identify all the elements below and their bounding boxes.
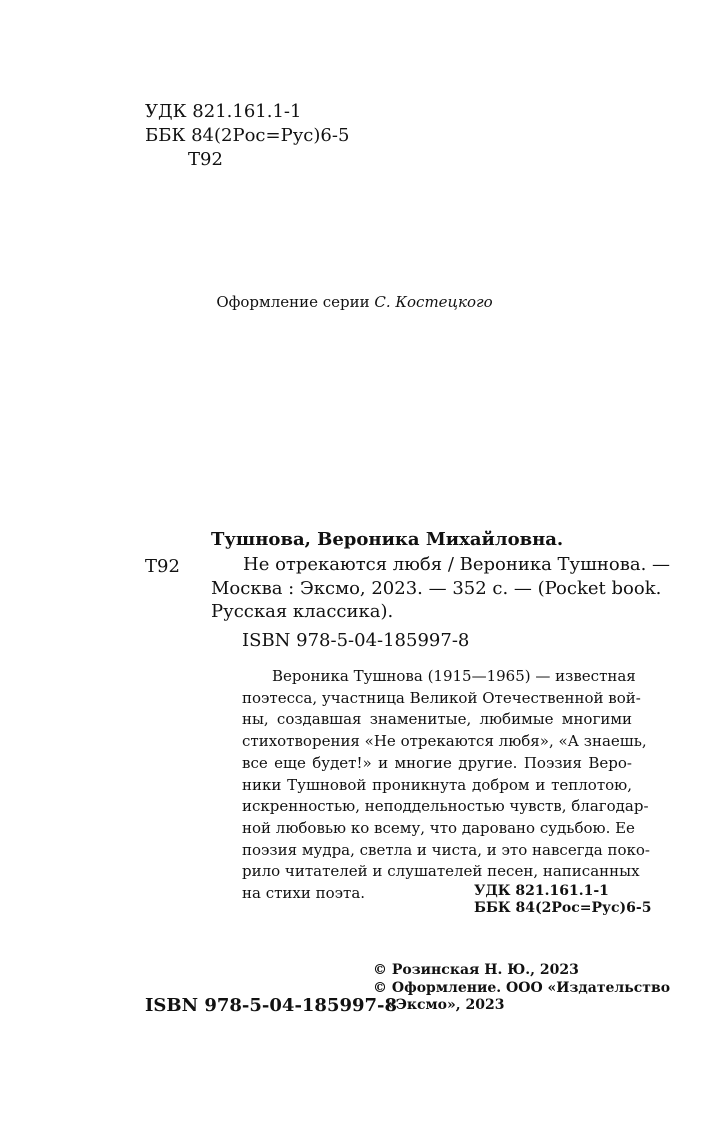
series-design-prefix: Оформление серии	[216, 293, 375, 311]
catalog-author: Тушнова, Вероника Михайловна.	[211, 529, 564, 550]
annotation-line: поэзия мудра, светла и чиста, и это навсегда поко-	[242, 840, 651, 859]
catalog-isbn: ISBN 978-5-04-185997-8	[242, 630, 470, 651]
annotation-text	[242, 666, 651, 905]
bbk-code: ББК 84(2Рос=Рус)6-5	[145, 125, 350, 146]
title-line: Русская классика).	[211, 601, 394, 622]
annotation-line: искренностью, неподдельностью чувств, благодар-	[242, 797, 649, 816]
annotation-line: рило читателей и слушателей песен, написанных	[242, 862, 640, 881]
copyright-block	[373, 962, 670, 1015]
annotation-line: все еще будет!» и многие другие. Поэзия Веро-	[242, 753, 632, 772]
udk-code: УДК 821.161.1-1	[145, 101, 302, 122]
isbn-bottom: ISBN 978-5-04-185997-8	[145, 995, 398, 1016]
catalog-bbk: ББК 84(2Рос=Рус)6-5	[474, 900, 652, 916]
catalog-classification	[474, 883, 651, 917]
catalog-udk: УДК 821.161.1-1	[474, 883, 609, 899]
title-line: Москва : Эксмо, 2023. — 352 с. — (Pocket book.	[211, 577, 662, 599]
annotation-line: ники Тушновой проникнута добром и теплотою,	[242, 775, 632, 794]
copyright-author: © Розинская Н. Ю., 2023	[373, 962, 579, 978]
classification-block	[145, 100, 349, 172]
series-design-credit	[0, 293, 709, 311]
annotation-line: поэтесса, участница Великой Отечественной вой-	[242, 688, 641, 707]
title-line: Не отрекаются любя / Вероника Тушнова. —	[243, 554, 671, 575]
annotation-line: на стихи поэта.	[242, 884, 366, 903]
author-sign: Т92	[188, 149, 223, 170]
catalog-title-block	[211, 553, 671, 624]
annotation-line: ны, создавшая знаменитые, любимые многими	[242, 710, 632, 729]
catalog-author-sign: Т92	[145, 556, 180, 577]
copyright-publisher: «Эксмо», 2023	[387, 997, 505, 1013]
annotation-line: Вероника Тушнова (1915—1965) — известная	[272, 667, 636, 685]
annotation-line: ной любовью ко всему, что даровано судьбою. Ее	[242, 818, 635, 837]
annotation-line: стихотворения «Не отрекаются любя», «А знаешь,	[242, 732, 647, 751]
copyright-design: © Оформление. ООО «Издательство	[373, 979, 671, 996]
series-designer-name: С. Костецкого	[374, 293, 493, 311]
